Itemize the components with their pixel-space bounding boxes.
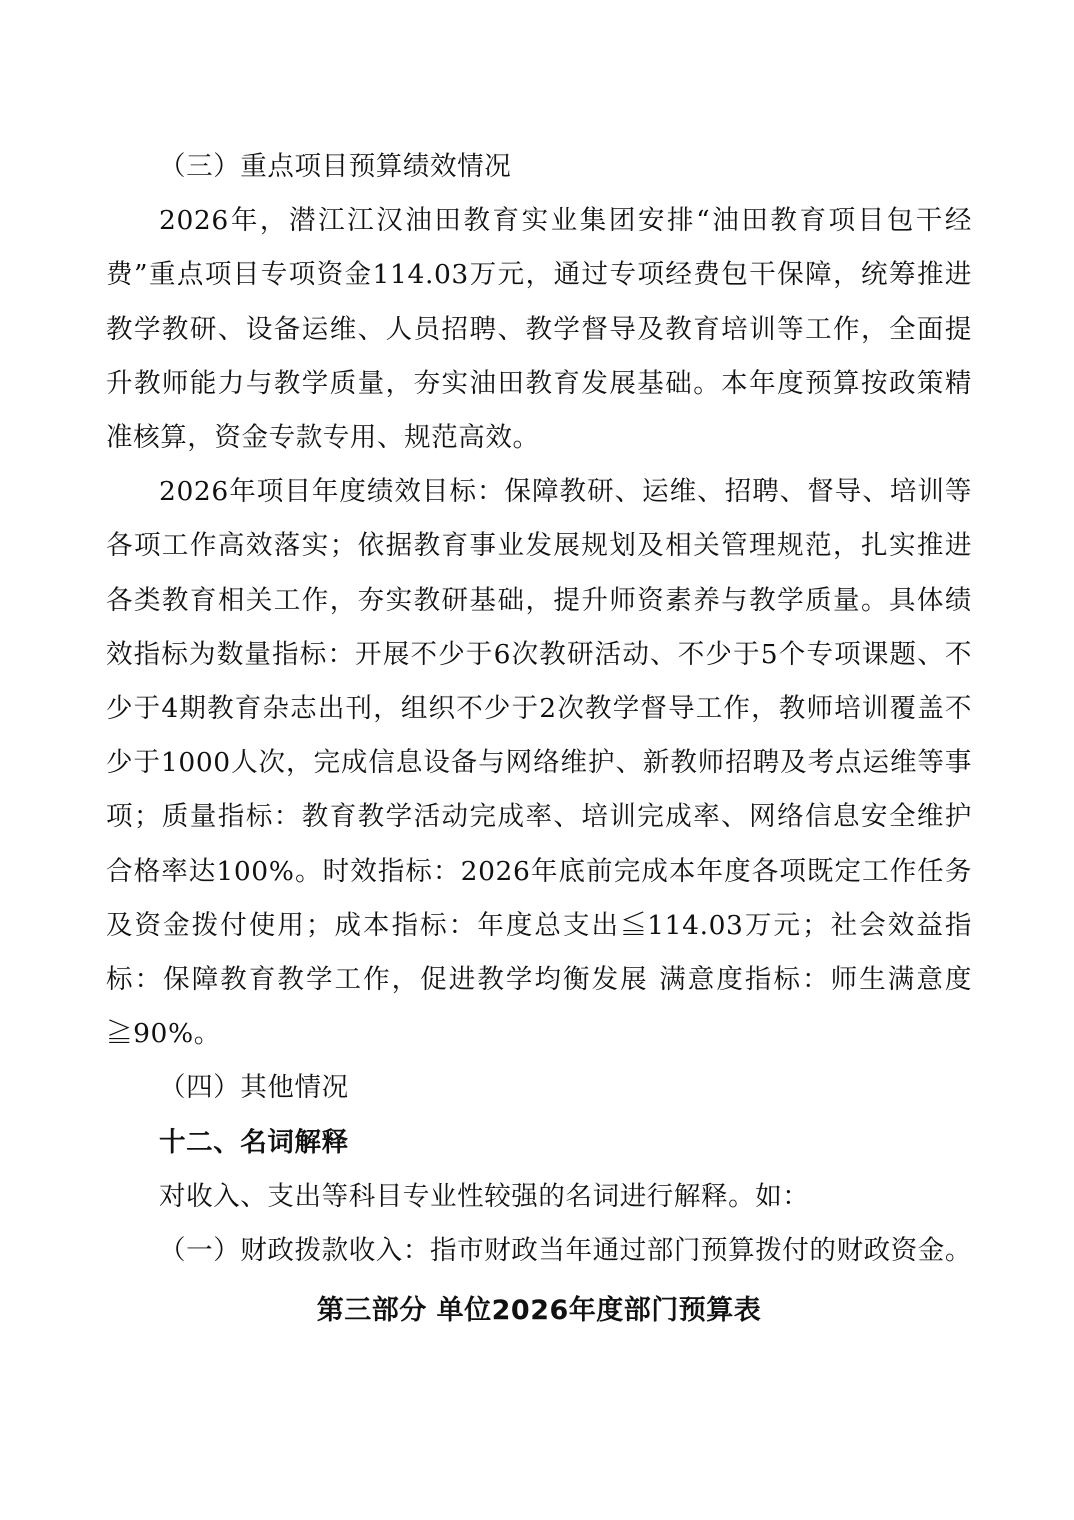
document-body <box>106 140 972 1338</box>
paragraph-project-overview: 2026年，潜江江汉油田教育实业集团安排“油田教育项目包干经费”重点项目专项资金114.03万元，通过专项经费包干保障，统筹推进教学教研、设备运维、人员招聘、教学督导及教育培训等工作，全面提升教师能力与教学质量，夯实油田教育发展基础。本年度预算按政策精准核算，资金专款专用、规范高效。 <box>106 205 972 454</box>
paragraph-performance-targets: 2026年项目年度绩效目标：保障教研、运维、招聘、督导、培训等各项工作高效落实；依据教育事业发展规划及相关管理规范，扎实推进各类教育相关工作，夯实教研基础，提升师资素养与教学质量。具体绩效指标为数量指标：开展不少于6次教研活动、不少于5个专项课题、不少于4期教育杂志出刊，组织不少于2次教学督导工作，教师培训覆盖不少于1000人次，完成信息设备与网络维护、新教师招聘及考点运维等事项；质量指标：教育教学活动完成率、培训完成率、网络信息安全维护合格率达100%。时效指标：2026年底前完成本年度各项既定工作任务及资金拨付使用；成本指标：年度总支出≦114.03万元；社会效益指标：保障教育教学工作，促进教学均衡发展 满意度指标：师生满意度≧90%。 <box>106 476 972 1050</box>
paragraph-term-intro: 对收入、支出等科目专业性较强的名词进行解释。如： <box>159 1180 810 1212</box>
part-three-title: 第三部分 单位2026年度部门预算表 <box>316 1295 762 1327</box>
section-term-explanations: 十二、名词解释 <box>159 1126 349 1158</box>
heading-other-situations: （四）其他情况 <box>159 1072 349 1104</box>
heading-key-project-performance: （三）重点项目预算绩效情况 <box>159 151 512 182</box>
paragraph-fiscal-appropriation: （一）财政拨款收入：指市财政当年通过部门预算拨付的财政资金。 <box>159 1235 972 1267</box>
